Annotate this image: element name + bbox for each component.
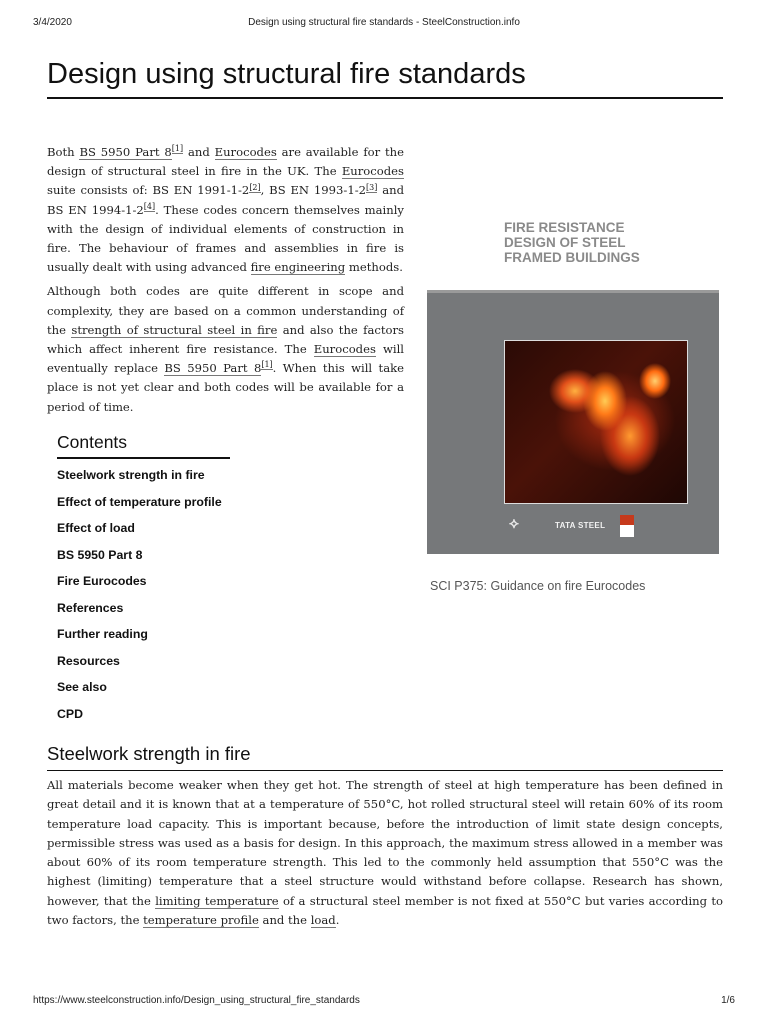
text: and also the factors which affect inherent fire resistance. The bbox=[47, 322, 404, 357]
text: . These codes concern themselves mainly with the design of individual elements of construction in fire. The behaviour of frames and assemblies in fire is usually dealt with using advanced bbox=[47, 202, 404, 275]
print-header bbox=[33, 17, 735, 31]
link-bs5950-part8[interactable]: BS 5950 Part 8 bbox=[164, 361, 262, 376]
bcsa-logo-icon bbox=[620, 515, 634, 537]
link-eurocodes[interactable]: Eurocodes bbox=[214, 145, 277, 159]
print-footer bbox=[33, 995, 735, 1009]
toc-item[interactable]: References bbox=[57, 600, 124, 615]
cover-title-line: FRAMED BUILDINGS bbox=[504, 250, 640, 265]
text: All materials become weaker when they get hot. The strength of steel at high temperature has been defined in great detail and it is known that at a temperature of 550°C, hot rolled structural steel will retain 60% of its room temperature load capacity. This is important because, before the introduction of limit state design concepts, permissible stress was used as a basis for design. In this approach, the maximum stress allowed in a member was about 60% of its room temperature strength. This led to the commonly held assumption that 550°C was the highest (limiting) temperature that a steel structure would withstand before collapse. Research has shown, however, that the bbox=[47, 778, 723, 908]
toc-item[interactable]: Effect of temperature profile bbox=[57, 494, 222, 509]
link-limiting-temperature[interactable]: limiting temperature bbox=[155, 893, 279, 908]
ref-link-1[interactable]: [1] bbox=[171, 144, 184, 154]
toc-item[interactable]: See also bbox=[57, 680, 107, 694]
ref-link-1[interactable]: [1] bbox=[261, 360, 273, 370]
text: , BS EN 1993-1-2 bbox=[260, 183, 367, 198]
section-title: Steelwork strength in fire bbox=[47, 743, 723, 771]
toc-title: Contents bbox=[57, 432, 230, 459]
fire-photo bbox=[504, 340, 688, 504]
toc-item[interactable]: Effect of load bbox=[57, 521, 135, 535]
ref-link-3[interactable]: [3] bbox=[366, 182, 378, 192]
link-eurocodes[interactable]: Eurocodes bbox=[313, 342, 376, 357]
toc-item[interactable]: BS 5950 Part 8 bbox=[57, 547, 143, 562]
cover-title bbox=[504, 220, 719, 265]
text: Both bbox=[47, 145, 80, 159]
text: methods. bbox=[345, 260, 403, 275]
text: and BS EN 1994-1-2 bbox=[47, 183, 404, 217]
table-of-contents bbox=[57, 432, 230, 731]
intro-text bbox=[47, 143, 404, 422]
text: . bbox=[335, 913, 340, 928]
intro-paragraph-1 bbox=[47, 143, 404, 277]
text: are available for the design of structural steel in fire in the UK. The bbox=[47, 145, 405, 179]
page-number: 1/6 bbox=[721, 995, 735, 1006]
ref-link-2[interactable]: [2] bbox=[249, 182, 261, 192]
text: and bbox=[183, 145, 215, 159]
print-date: 3/4/2020 bbox=[33, 17, 72, 28]
figure-caption: SCI P375: Guidance on fire Eurocodes bbox=[430, 579, 646, 593]
toc-item[interactable]: Further reading bbox=[57, 627, 148, 641]
page-title: Design using structural fire standards bbox=[47, 56, 723, 99]
sci-logo-icon: ⟡ bbox=[509, 515, 519, 532]
intro-paragraph-2 bbox=[47, 282, 404, 416]
text: . When this will take place is not yet clear and both codes will be available for a period of time. bbox=[47, 361, 404, 414]
link-fire-engineering[interactable]: fire engineering bbox=[250, 260, 346, 275]
toc-item[interactable]: Fire Eurocodes bbox=[57, 574, 147, 588]
toc-item[interactable]: Resources bbox=[57, 653, 120, 668]
cover-title-line: FIRE RESISTANCE bbox=[504, 220, 625, 235]
toc-item[interactable]: Steelwork strength in fire bbox=[57, 468, 205, 482]
link-bs5950-part8[interactable]: BS 5950 Part 8 bbox=[79, 145, 172, 159]
publisher-logos bbox=[509, 515, 644, 541]
tata-steel-logo: TATA STEEL bbox=[555, 521, 606, 530]
section-body bbox=[47, 776, 723, 930]
text: will eventually replace bbox=[47, 342, 405, 376]
cover-title-line: DESIGN OF STEEL bbox=[504, 235, 626, 250]
link-temperature-profile[interactable]: temperature profile bbox=[143, 913, 259, 928]
link-load[interactable]: load bbox=[310, 913, 336, 928]
print-page-title: Design using structural fire standards - SteelConstruction.info bbox=[248, 17, 520, 28]
cover-image bbox=[427, 290, 719, 554]
text: Although both codes are quite different in scope and complexity, they are based on a common understanding of the bbox=[47, 284, 404, 337]
ref-link-4[interactable]: [4] bbox=[143, 201, 156, 211]
text: of a structural steel member is not fixed at 550°C but varies according to two factors, the bbox=[47, 893, 723, 928]
print-url: https://www.steelconstruction.info/Design_using_structural_fire_standards bbox=[33, 995, 360, 1006]
text: suite consists of: BS EN 1991-1-2 bbox=[47, 183, 250, 198]
book-cover-figure[interactable] bbox=[427, 212, 719, 532]
text: and the bbox=[258, 913, 311, 928]
toc-list bbox=[57, 466, 230, 731]
toc-item[interactable]: CPD bbox=[57, 706, 83, 721]
link-strength-of-steel-in-fire[interactable]: strength of structural steel in fire bbox=[71, 322, 278, 337]
link-eurocodes[interactable]: Eurocodes bbox=[341, 164, 404, 179]
